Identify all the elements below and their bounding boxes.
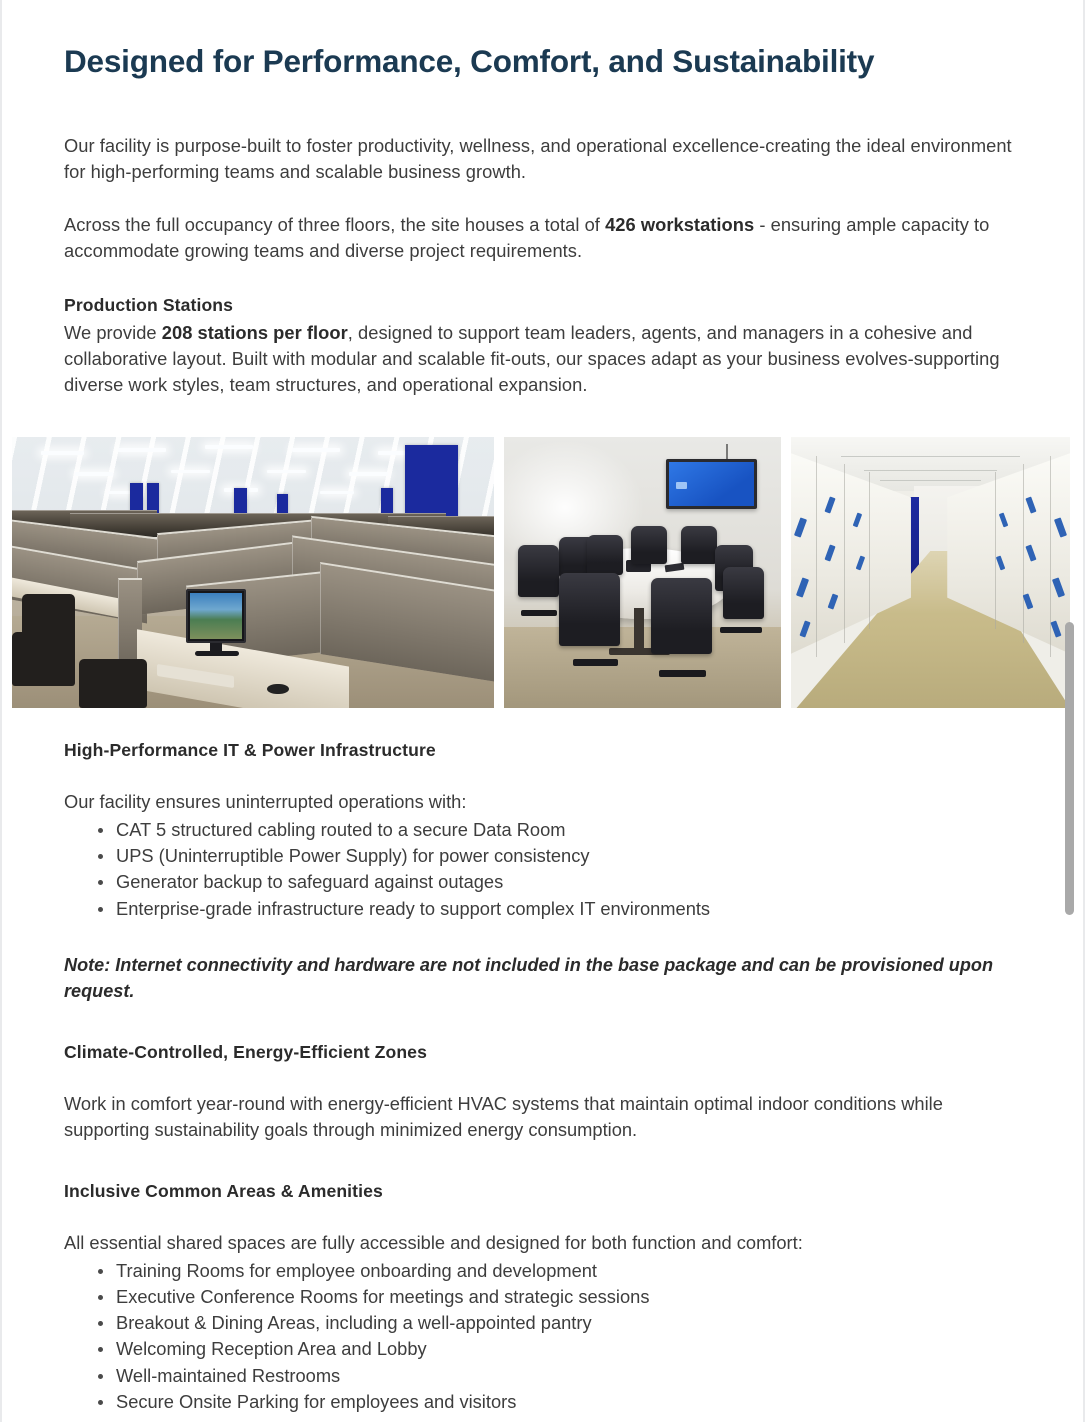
page-title: Designed for Performance, Comfort, and Sustainability [64, 43, 875, 79]
ceiling-light [349, 472, 388, 476]
conference-chair [651, 578, 712, 654]
intro-paragraph: Our facility is purpose-built to foster productivity, wellness, and operational excellence-creating the ideal environment for high-performing teams and scalable business growth. [64, 135, 1012, 183]
ceiling-light [205, 445, 253, 449]
conference-chair [587, 535, 623, 576]
conference-chair [559, 573, 620, 646]
list-item: Enterprise-grade infrastructure ready to support complex IT environments [98, 896, 1021, 922]
ceiling-light [320, 491, 354, 494]
chair-base [659, 670, 706, 677]
conference-chair [631, 526, 667, 564]
it-power-bullet-list [64, 815, 1021, 922]
ceiling-seam [841, 456, 1020, 457]
monitor-screen [190, 593, 242, 639]
workstations-count: 426 workstations [605, 214, 755, 236]
spacer [64, 1004, 1021, 1040]
vertical-scrollbar-track[interactable] [1068, 0, 1079, 1422]
list-item: UPS (Uninterruptible Power Supply) for power consistency [98, 843, 1021, 869]
ceiling-light [171, 470, 210, 474]
ceiling-light [292, 448, 340, 452]
list-item: Training Rooms for employee onboarding and development [98, 1258, 1021, 1284]
list-item: Generator backup to safeguard against outages [98, 869, 1021, 895]
ceiling-light [118, 448, 166, 452]
computer-monitor [186, 589, 246, 643]
chair-base [720, 627, 762, 633]
locker-seam [869, 472, 870, 629]
monitor-base [195, 651, 238, 656]
locker-seam [995, 472, 996, 629]
it-power-note: Note: Internet connectivity and hardware are not included in the base package and can be provisioned upon request. [64, 954, 993, 1001]
upper-text-column [2, 0, 1083, 398]
conference-room-photo [504, 437, 781, 708]
locker-corridor-photo [791, 437, 1070, 708]
chair-base [521, 610, 557, 616]
list-item: CAT 5 structured cabling routed to a secure Data Room [98, 817, 1021, 843]
production-stations-heading: Production Stations [64, 295, 234, 316]
it-power-heading: High-Performance IT & Power Infrastructure [64, 740, 436, 760]
conference-chair [681, 526, 717, 564]
common-areas-bullet-list [64, 1256, 1021, 1415]
ceiling-light [75, 472, 114, 476]
locker-seam [1023, 464, 1024, 643]
occupancy-text-after: - ensuring ample capacity to accommodate growing teams and diverse project requirements. [64, 214, 990, 262]
spacer [64, 1143, 1021, 1179]
locker-seam [844, 464, 845, 643]
table-leg [634, 608, 643, 654]
locker-seam [816, 456, 817, 657]
common-areas-lead: All essential shared spaces are fully accessible and designed for both function and comfort: [64, 1231, 803, 1253]
vertical-scrollbar-thumb[interactable] [1065, 622, 1074, 915]
wall-mounted-display [666, 459, 757, 509]
climate-paragraph: Work in comfort year-round with energy-efficient HVAC systems that maintain optimal indoor conditions while supporting sustainability goals through minimized energy consumption. [64, 1092, 943, 1140]
list-item: Welcoming Reception Area and Lobby [98, 1336, 1021, 1362]
ceiling-light [41, 451, 84, 455]
conference-chair [723, 567, 765, 618]
display-icon [676, 482, 687, 489]
open-plan-workstations-photo [12, 437, 494, 708]
list-item: Executive Conference Rooms for meetings and strategic sessions [98, 1284, 1021, 1310]
lower-text-column [2, 708, 1083, 1415]
it-power-lead: Our facility ensures uninterrupted operations with: [64, 791, 467, 812]
facility-photo-gallery [12, 437, 1070, 708]
list-item: Secure Onsite Parking for employees and visitors [98, 1389, 1021, 1415]
ceiling-seam [864, 470, 998, 471]
ceiling-seam [880, 480, 980, 481]
ceiling-light [267, 470, 306, 474]
production-text-after: , designed to support team leaders, agents, and managers in a cohesive and collaborative layout. Built with modular and scalable fit-outs, our spaces adapt as your business evolves-supporting diverse work styles, team structures, and operational expansion. [64, 322, 1000, 396]
office-chair [12, 632, 75, 686]
conference-chair [518, 545, 560, 596]
stations-per-floor: 208 stations per floor [161, 322, 348, 344]
list-item: Well-maintained Restrooms [98, 1363, 1021, 1389]
office-chair [79, 659, 146, 708]
climate-heading: Climate-Controlled, Energy-Efficient Zones [64, 1041, 427, 1062]
common-areas-heading: Inclusive Common Areas & Amenities [64, 1180, 383, 1201]
list-item: Breakout & Dining Areas, including a well-appointed pantry [98, 1310, 1021, 1336]
production-text-before: We provide [64, 322, 162, 344]
occupancy-text-before: Across the full occupancy of three floors, the site houses a total of [64, 214, 606, 236]
production-stations-paragraph [64, 318, 1021, 398]
occupancy-paragraph [64, 185, 1021, 264]
chair-base [573, 659, 617, 666]
